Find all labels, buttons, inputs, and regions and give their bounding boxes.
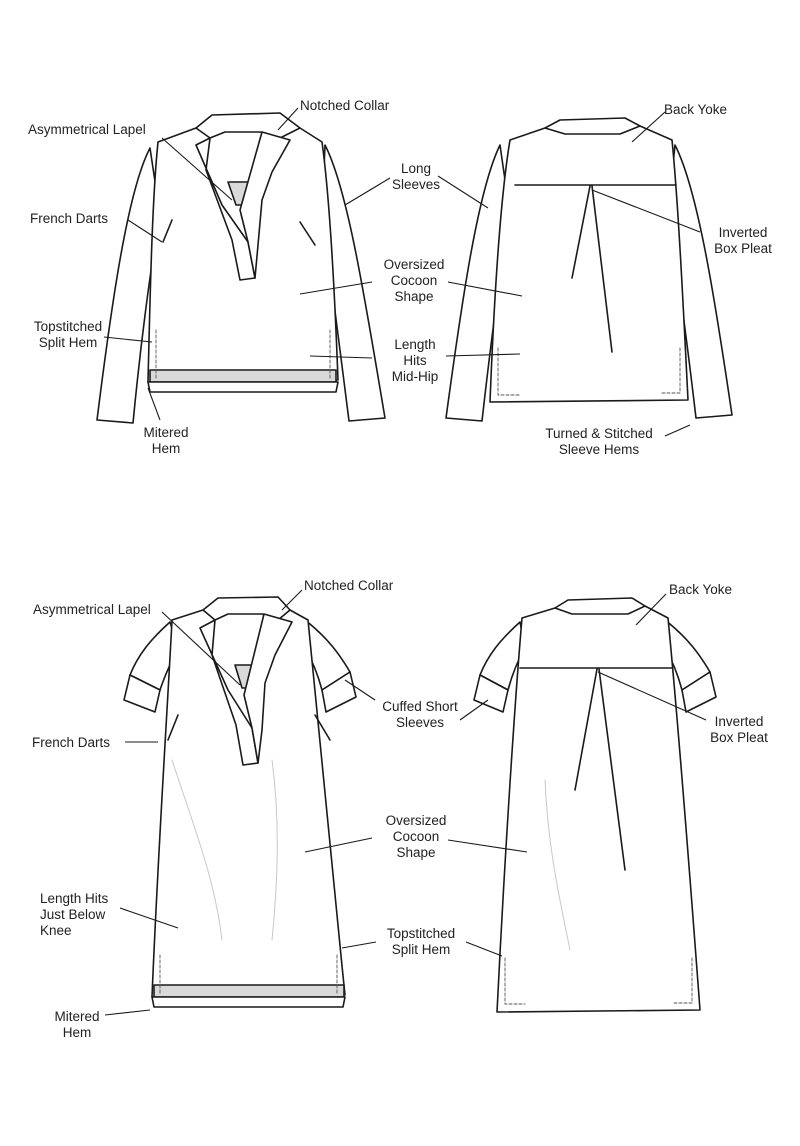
- top-label-french-darts: French Darts: [30, 211, 109, 226]
- blouse-back: [446, 118, 732, 421]
- blouse-front-hem: [148, 382, 338, 392]
- blouse-back-body: [490, 126, 688, 402]
- top-label-inverted-box-pleat: Inverted Box Pleat: [714, 225, 772, 256]
- dress-front-hem: [152, 997, 345, 1007]
- dress-back-collar: [555, 598, 645, 614]
- top-label-asymmetrical-lapel: Asymmetrical Lapel: [28, 122, 146, 137]
- bottom-label-cuffed-short-sleeves: Cuffed Short Sleeves: [382, 699, 458, 730]
- blouse-front: [97, 113, 385, 423]
- blouse-back-collar: [545, 118, 640, 134]
- bottom-label-asymmetrical-lapel: Asymmetrical Lapel: [33, 602, 151, 617]
- bottom-label-topstitched-split-hem: Topstitched Split Hem: [386, 926, 456, 957]
- top-label-sleeve-hems: Turned & Stitched Sleeve Hems: [545, 426, 653, 457]
- bottom-label-oversized-cocoon: Oversized Cocoon Shape: [385, 813, 447, 860]
- bottom-label-notched-collar: Notched Collar: [304, 578, 394, 593]
- blouse-front-hem-band: [150, 370, 336, 382]
- top-label-length: Length Hits Mid-Hip: [391, 337, 439, 384]
- dress-back-body: [497, 606, 700, 1012]
- top-label-long-sleeves: Long Sleeves: [391, 161, 441, 192]
- top-label-notched-collar: Notched Collar: [300, 98, 390, 113]
- top-label-back-yoke: Back Yoke: [664, 102, 728, 117]
- top-label-topstitched-split-hem: Topstitched Split Hem: [33, 319, 103, 350]
- bottom-label-french-darts: French Darts: [32, 735, 111, 750]
- top-label-oversized-cocoon: Oversized Cocoon Shape: [383, 257, 445, 304]
- dress-front-hem-band: [154, 985, 344, 997]
- bottom-label-length: Length Hits Just Below Knee: [40, 891, 109, 938]
- bottom-label-back-yoke: Back Yoke: [669, 582, 733, 597]
- dress-back: [474, 598, 716, 1012]
- dress-front: [124, 597, 356, 1007]
- top-label-mitered-hem: Mitered Hem: [143, 425, 189, 456]
- bottom-label-inverted-box-pleat: Inverted Box Pleat: [710, 714, 768, 745]
- bottom-label-mitered-hem: Mitered Hem: [54, 1009, 100, 1040]
